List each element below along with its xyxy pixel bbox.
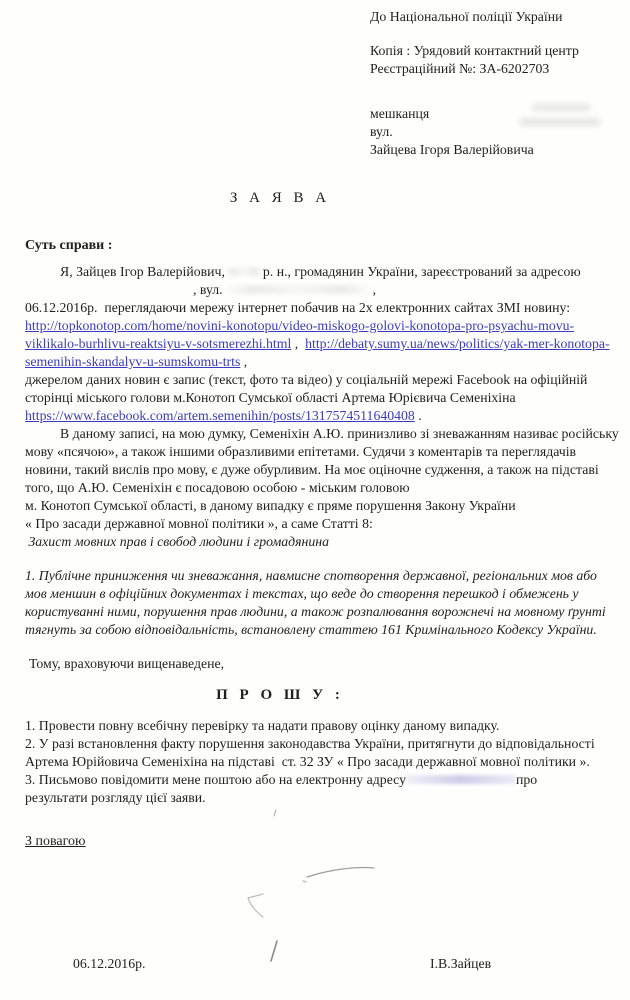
- news-link-topkonotop[interactable]: http://topkonotop.com/home/novini-konotopu/video-miskogo-golovi-konotopa-pro-psyachu-movu-: [25, 318, 575, 333]
- redacted-address: [223, 285, 373, 294]
- pen-stroke-long-curve: [307, 867, 374, 877]
- period: .: [414, 408, 422, 423]
- redacted-birth-year: [225, 267, 263, 276]
- news-link-line-1: [25, 317, 630, 335]
- request-item-3: [25, 771, 630, 789]
- subject-heading: Суть справи :: [25, 238, 113, 253]
- request-item-3-suffix: про: [516, 772, 538, 787]
- pen-stroke-dot: [303, 881, 306, 882]
- statute-line: мов меншин в офіційних документах і текстах, що веде до створення перешкод і обмежень у: [25, 586, 579, 601]
- statute-line: користуванні ними, порушення прав людини, а також розпалювання ворожнечі на мовному ґрунті: [25, 604, 606, 619]
- news-link-line-3: [25, 353, 630, 371]
- salutation: З повагою: [25, 834, 86, 849]
- source-line-1: джерелом даних новин є запис (текст, фото та відео) у соціальній мережі Facebook на офіційній: [25, 372, 588, 387]
- statute-caption: Захист мовних прав і свобод людини і громадянина: [25, 534, 330, 549]
- intro-line-1: [25, 263, 630, 281]
- intro-line-1-suffix: р. н., громадянин України, зареєстрований за адресою: [262, 264, 581, 279]
- street-line: вул.: [370, 124, 393, 139]
- request-item-2: 2. У разі встановлення факту порушення законодавства України, притягнути до відповідальності: [25, 736, 595, 751]
- opinion-line: того, що А.Ю. Семеніхін є посадовою особою - міським головою: [25, 480, 410, 495]
- intro-line-1-prefix: Я, Зайцев Ігор Валерійович,: [60, 264, 225, 279]
- resident-line: мешканця: [370, 106, 430, 121]
- footer-date: 06.12.2016р.: [73, 956, 146, 971]
- document-title: З А Я В А: [229, 190, 331, 206]
- pen-stroke-hook: [248, 894, 263, 917]
- news-link-debaty-cont[interactable]: semenihin-skandalyv-u-sumskomu-trts: [25, 354, 241, 369]
- link-separator: ,: [240, 354, 248, 369]
- trailing-comma: ,: [372, 282, 377, 297]
- intro-line-2: [25, 281, 630, 299]
- intro-line-3: 06.12.2016р. переглядаючи мережу інтернет побачив на 2х електронних сайтах ЗМІ новину:: [25, 300, 571, 315]
- opinion-line: м. Конотоп Сумської області, в даному випадку є пряме порушення Закону України: [25, 498, 516, 513]
- spacer: [25, 551, 630, 567]
- opinion-line: новини, такий вислів про мову, є дуже обурливим. На моє оціночне судження, а також на підставі: [25, 462, 599, 477]
- facebook-link-line: [25, 407, 630, 425]
- copy-line: Копія : Урядовий контактний центр: [370, 43, 579, 58]
- opinion-line: В даному записі, на мою думку, Семеніхін А.Ю. принизливо зі зневажанням називає російську: [60, 426, 619, 441]
- spacer: [370, 26, 630, 42]
- news-link-debaty[interactable]: http://debaty.sumy.ua/news/politics/yak-mer-konotopa-: [305, 336, 610, 351]
- request-item-3-cont: результати розгляду цієї заяви.: [25, 790, 206, 805]
- street-fragment: , вул.: [193, 282, 223, 297]
- facebook-post-link[interactable]: https://www.facebook.com/artem.semenihin/posts/1317574511640408: [25, 408, 415, 423]
- spacer: [370, 78, 630, 105]
- request-heading: П Р О Ш У :: [216, 687, 344, 703]
- statute-line: тягнуть за собою відповідальність, встановлену статтею 161 Кримінального Кодексу України.: [25, 622, 597, 637]
- pen-stroke-slash: [271, 941, 277, 961]
- applicant-name-line: Зайцева Ігоря Валерійовича: [370, 142, 534, 157]
- news-link-topkonotop-cont[interactable]: viklikalo-burhlivu-reaktsiyu-v-sotsmerezhi.html: [25, 336, 292, 351]
- recipient-line: До Національної поліції України: [370, 9, 563, 24]
- redacted-header-detail: [520, 118, 600, 126]
- opinion-line: « Про засади державної мовної політики », а саме Статті 8:: [25, 516, 373, 531]
- opinion-line: мову «псячою», а також іншими образливими епітетами. Судячи з коментарів та переглядачів: [25, 444, 577, 459]
- news-link-line-2: [25, 335, 630, 353]
- addressee-block: [370, 8, 630, 159]
- redacted-email: [406, 775, 516, 784]
- document-body: [25, 263, 630, 850]
- spacer: [25, 639, 630, 655]
- link-separator: ,: [291, 336, 306, 351]
- request-item-1: 1. Провести повну всебічну перевірку та надати правову оцінку даному випадку.: [25, 718, 500, 733]
- conclusion-line: Тому, враховуючи вищенаведене,: [29, 656, 225, 671]
- request-item-3-prefix: 3. Письмово повідомити мене поштою або на електронну адресу: [25, 772, 406, 787]
- request-item-2-cont: Артема Юрійовича Семеніхіна на підставі ст. 32 ЗУ « Про засади державної мовної політики ».: [25, 754, 590, 769]
- redacted-header-detail: [532, 104, 590, 111]
- footer-signer-name: І.В.Зайцев: [430, 956, 492, 971]
- statute-line: 1. Публічне приниження чи зневажання, навмисне спотворення державної, регіональних мов або: [25, 568, 597, 583]
- registration-number-line: Реєстраційний №: ЗА-6202703: [370, 61, 550, 76]
- source-line-2: сторінці міського голови м.Конотоп Сумської області Артема Юрієвича Семеніхіна: [25, 390, 516, 405]
